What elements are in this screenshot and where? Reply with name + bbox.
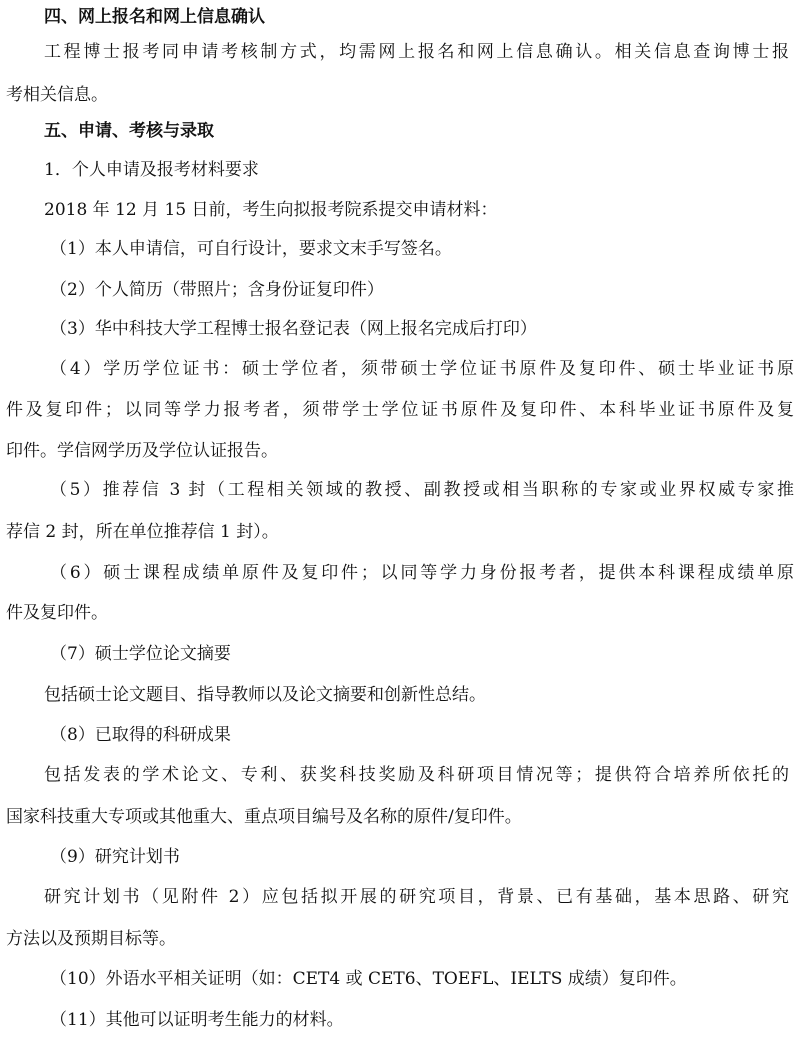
section-4-heading: 四、网上报名和网上信息确认 [44, 7, 265, 27]
item-description-continuation: 方法以及预期目标等。 [6, 929, 176, 949]
item-description: 包括发表的学术论文、专利、获奖科技奖励及科研项目情况等；提供符合培养所依托的 [44, 765, 789, 785]
list-item: （3）华中科技大学工程博士报名登记表（网上报名完成后打印） [50, 319, 537, 339]
list-item-continuation: 件及复印件；以同等学力报考者，须带学士学位证书原件及复印件、本科毕业证书原件及复 [6, 400, 794, 420]
list-item: （10）外语水平相关证明（如：CET4 或 CET6、TOEFL、IELTS 成绩）复印件。 [50, 969, 687, 989]
list-item: （2）个人简历（带照片；含身份证复印件） [50, 280, 384, 300]
item-description-continuation: 国家科技重大专项或其他重大、重点项目编号及名称的原件/复印件。 [6, 807, 522, 827]
list-item: （4）学历学位证书：硕士学位者，须带硕士学位证书原件及复印件、硕士毕业证书原 [50, 359, 794, 379]
list-item-continuation: 印件。学信网学历及学位认证报告。 [6, 441, 278, 461]
section-4-paragraph-line-2: 考相关信息。 [6, 85, 108, 105]
section-5-heading: 五、申请、考核与录取 [44, 121, 214, 141]
item-description: 研究计划书（见附件 2）应包括拟开展的研究项目，背景、已有基础，基本思路、研究 [44, 887, 789, 907]
list-item: （8）已取得的科研成果 [50, 725, 231, 745]
list-item: （6）硕士课程成绩单原件及复印件；以同等学力身份报考者，提供本科课程成绩单原 [50, 563, 794, 583]
section-4-paragraph-line-1: 工程博士报考同申请考核制方式，均需网上报名和网上信息确认。相关信息查询博士报 [44, 42, 789, 62]
subsection-1-heading: 1．个人申请及报考材料要求 [44, 160, 259, 180]
item-description: 包括硕士论文题目、指导教师以及论文摘要和创新性总结。 [44, 685, 486, 705]
list-item: （11）其他可以证明考生能力的材料。 [50, 1010, 344, 1030]
deadline-text: 2018 年 12 月 15 日前，考生向拟报考院系提交申请材料： [44, 200, 498, 220]
list-item-continuation: 件及复印件。 [6, 603, 108, 623]
list-item: （1）本人申请信，可自行设计，要求文末手写签名。 [50, 239, 452, 259]
list-item-continuation: 荐信 2 封，所在单位推荐信 1 封）。 [6, 522, 279, 542]
list-item: （5）推荐信 3 封（工程相关领域的教授、副教授或相当职称的专家或业界权威专家推 [50, 480, 794, 500]
list-item: （7）硕士学位论文摘要 [50, 644, 231, 664]
list-item: （9）研究计划书 [50, 847, 180, 867]
